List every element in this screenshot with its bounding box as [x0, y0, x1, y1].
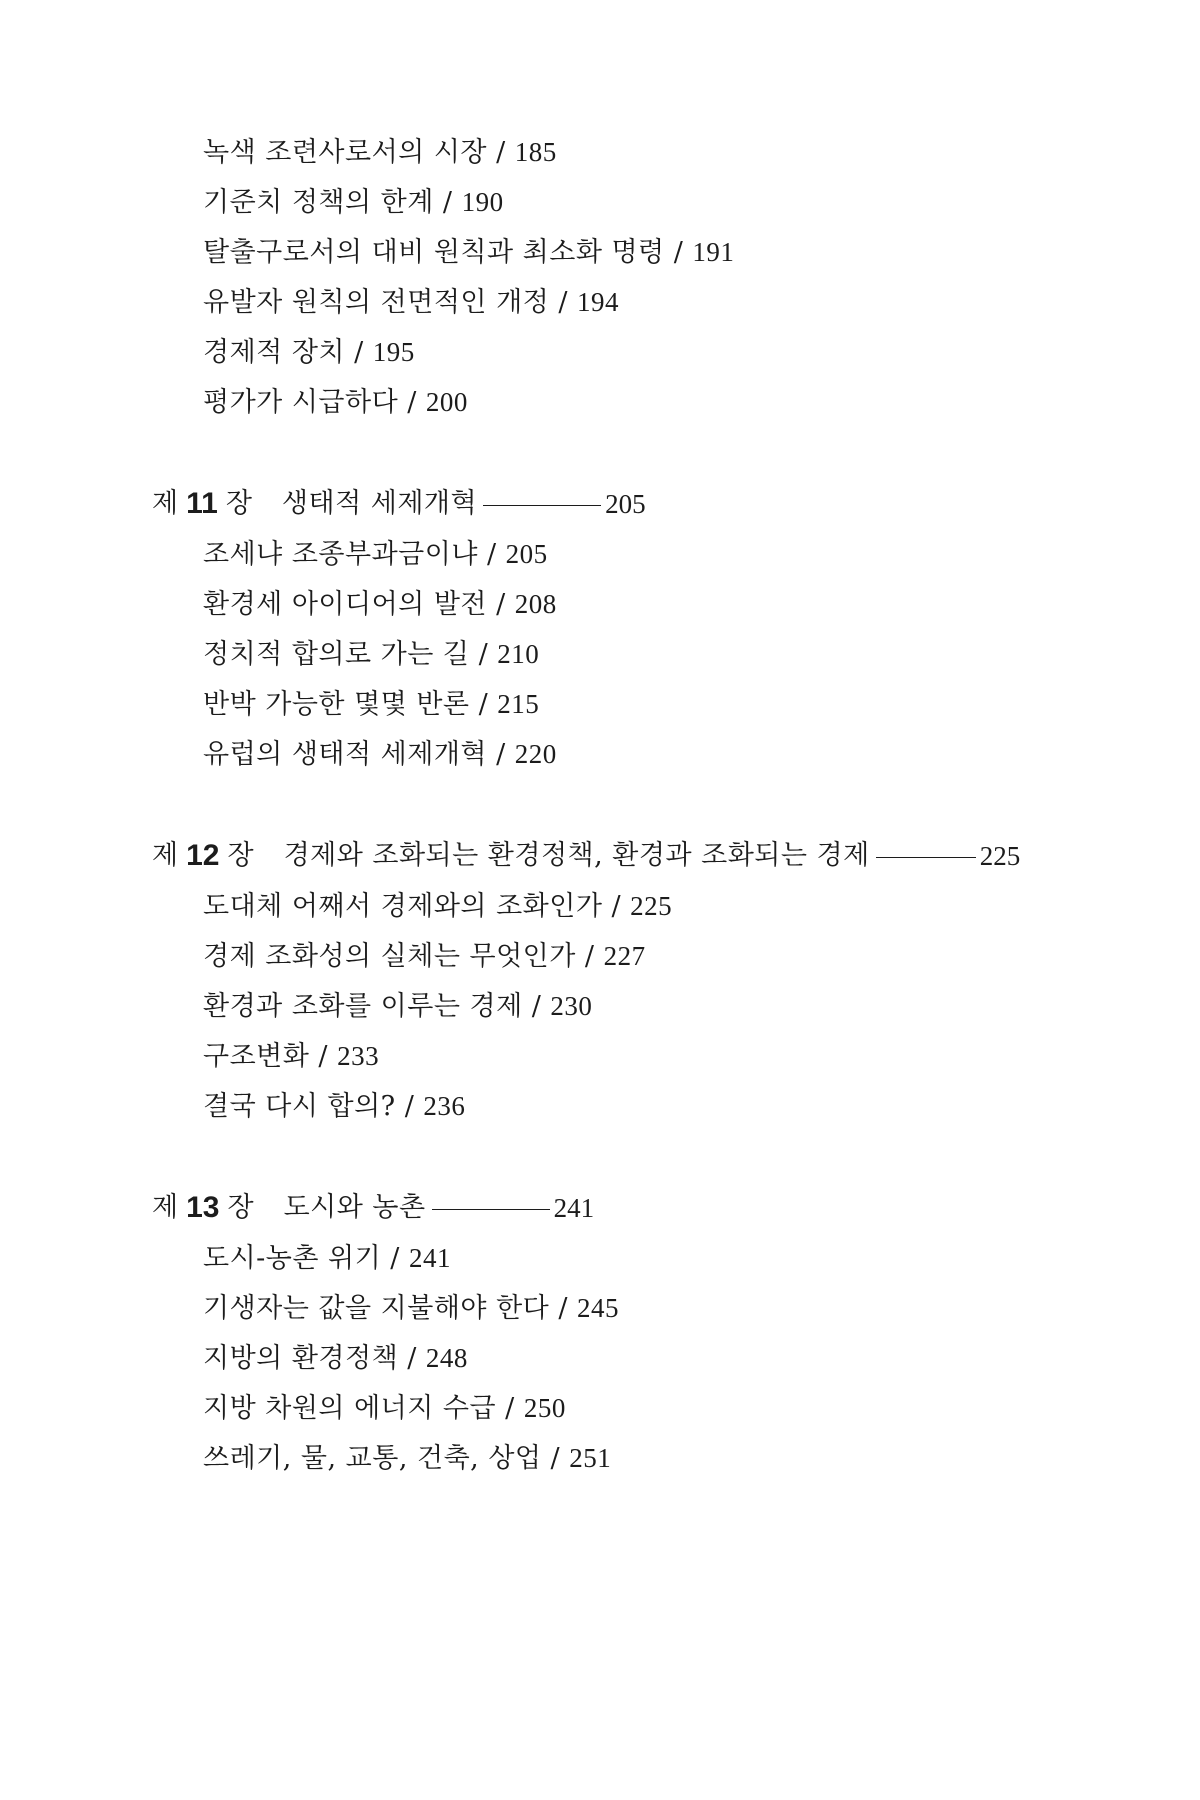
- toc-entry: 결국 다시 합의? / 236: [203, 1091, 466, 1122]
- toc-entry: 도대체 어째서 경제와의 조화인가 / 225: [203, 891, 673, 922]
- chapter-title: 경제와 조화되는 환경정책, 환경과 조화되는 경제: [283, 840, 870, 871]
- toc-entry: 도시-농촌 위기 / 241: [203, 1243, 451, 1274]
- chapter-prefix: 제: [152, 840, 179, 871]
- toc-entry: 쓰레기, 물, 교통, 건축, 상업 / 251: [203, 1443, 612, 1474]
- toc-entry: 기생자는 값을 지불해야 한다 / 245: [203, 1293, 619, 1324]
- toc-entry: 탈출구로서의 대비 원칙과 최소화 명령 / 191: [203, 237, 735, 268]
- toc-entry: 평가가 시급하다 / 200: [203, 387, 468, 418]
- toc-entry: 환경과 조화를 이루는 경제 / 230: [203, 991, 593, 1022]
- chapter-suffix: 장: [225, 488, 252, 519]
- chapter-page: 241: [553, 1193, 595, 1223]
- chapter-prefix: 제: [152, 1192, 179, 1223]
- toc-entry: 유발자 원칙의 전면적인 개정 / 194: [203, 287, 619, 318]
- chapter-page: 225: [979, 841, 1021, 871]
- chapter-suffix: 장: [227, 840, 254, 871]
- toc-entry: 환경세 아이디어의 발전 / 208: [203, 589, 557, 620]
- toc-entry: 반박 가능한 몇몇 반론 / 215: [203, 689, 540, 720]
- leader-line: [876, 857, 976, 858]
- chapter-title: 도시와 농촌: [283, 1192, 426, 1223]
- chapter-number: 11: [186, 487, 218, 520]
- toc-entry: 경제적 장치 / 195: [203, 337, 415, 368]
- toc-entry: 지방 차원의 에너지 수급 / 250: [203, 1393, 566, 1424]
- toc-entry: 조세냐 조종부과금이냐 / 205: [203, 539, 548, 570]
- leader-line: [432, 1209, 550, 1210]
- chapter-page: 205: [605, 489, 646, 519]
- chapter-prefix: 제: [152, 488, 179, 519]
- toc-entry: 구조변화 / 233: [203, 1041, 380, 1072]
- chapter-heading-11: [152, 486, 646, 522]
- toc-entry: 정치적 합의로 가는 길 / 210: [203, 639, 540, 670]
- chapter-number: 12: [186, 839, 220, 872]
- chapter-heading-13: [152, 1190, 594, 1226]
- chapter-number: 13: [186, 1191, 220, 1224]
- chapter-suffix: 장: [227, 1192, 254, 1223]
- toc-entry: 유럽의 생태적 세제개혁 / 220: [203, 739, 557, 770]
- leader-line: [483, 505, 601, 506]
- toc-entry: 기준치 정책의 한계 / 190: [203, 187, 504, 218]
- toc-entry: 녹색 조련사로서의 시장 / 185: [203, 137, 557, 168]
- chapter-heading-12: [152, 838, 1020, 874]
- toc-entry: 지방의 환경정책 / 248: [203, 1343, 468, 1374]
- chapter-title: 생태적 세제개혁: [281, 488, 478, 519]
- toc-entry: 경제 조화성의 실체는 무엇인가 / 227: [203, 941, 646, 972]
